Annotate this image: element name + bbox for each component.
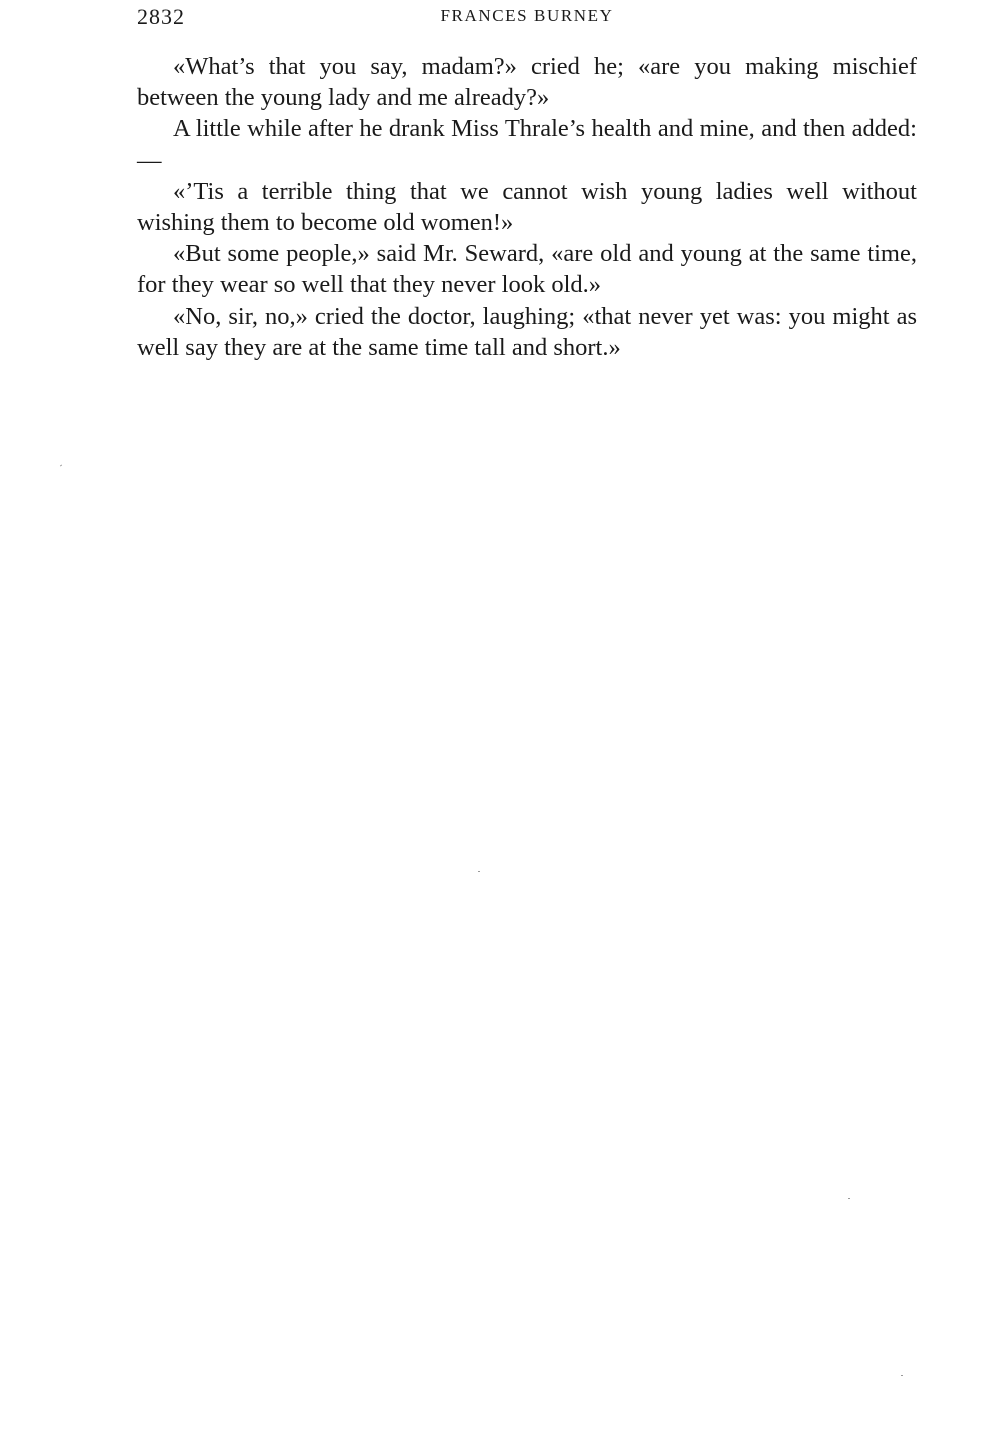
paragraph: «What’s that you say, madam?» cried he; «are you making mischief between the young lady and me already?» [137,53,917,112]
body-text [137,51,917,363]
scan-speck [60,464,62,466]
scan-speck [478,871,480,872]
page-number: 2832 [137,4,185,29]
scan-speck [848,1198,850,1199]
paragraph: A little while after he drank Miss Thrale’s health and mine, and then added: — [137,115,917,174]
scan-speck [901,1375,903,1376]
running-header [137,4,917,30]
running-title: FRANCES BURNEY [440,6,614,25]
paragraph: «No, sir, no,» cried the doctor, laughing; «that never yet was: you might as well say they are at the same time tall and short.» [137,302,917,361]
paragraph: «’Tis a terrible thing that we cannot wish young ladies well without wishing them to become old women!» [137,177,917,237]
paragraph: «But some people,» said Mr. Seward, «are old and young at the same time, for they wear so well that they never look old.» [137,240,917,299]
